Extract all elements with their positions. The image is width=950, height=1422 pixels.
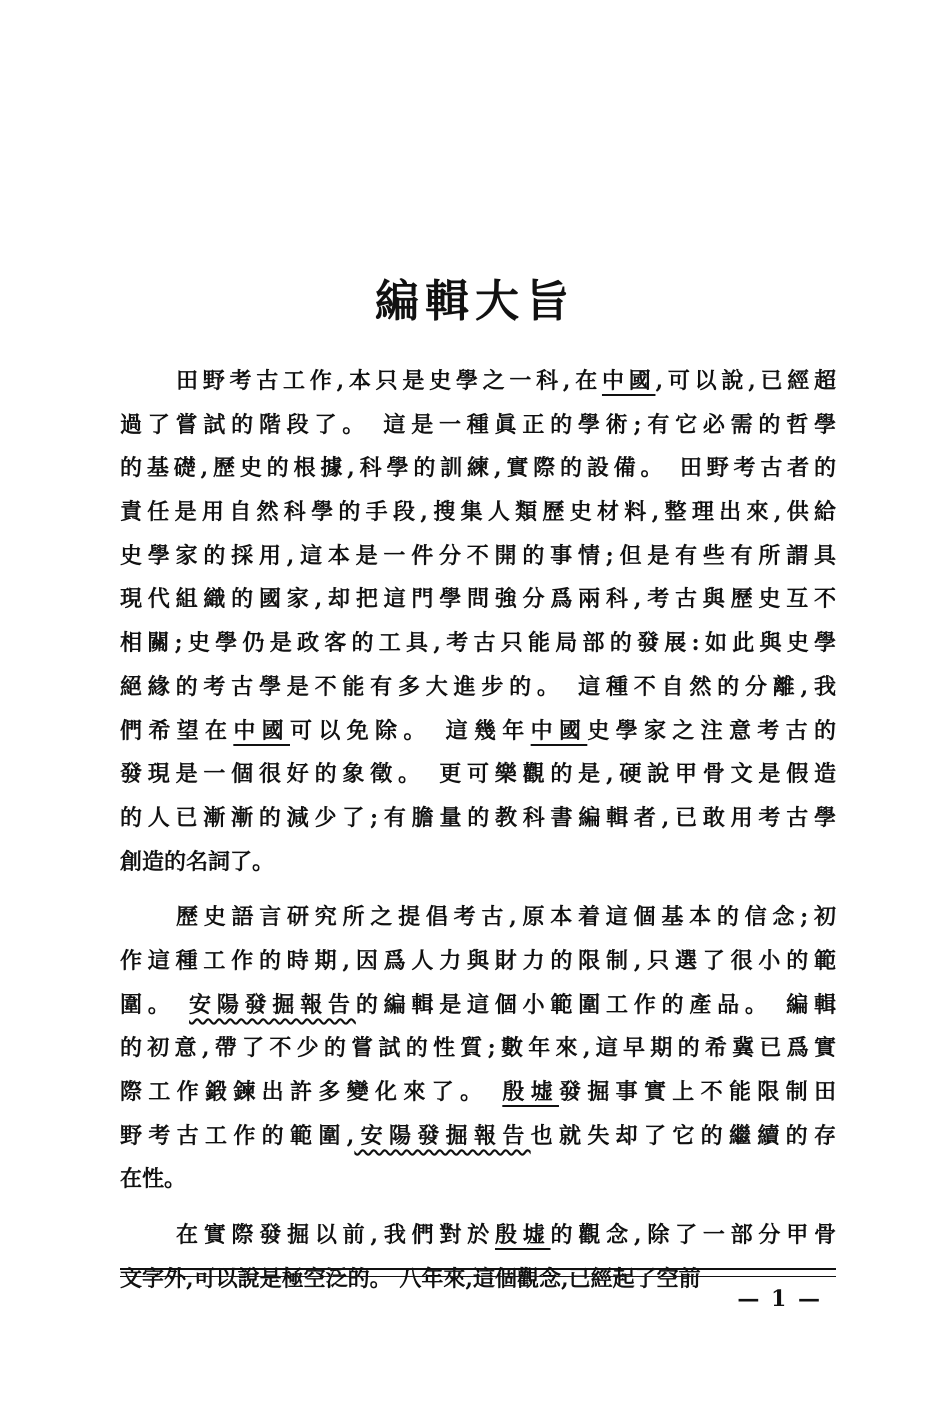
- footer-rule-thin: [120, 1276, 836, 1277]
- text-segment: 責任是用自然科學的手段,搜集人類歷史材料,整理出來,供給: [120, 499, 836, 526]
- text-segment: 的人已漸漸的減少了;有膽量的教科書編輯者,已敢用考古學: [120, 804, 836, 831]
- text-segment: 的基礎,歷史的根據,科學的訓練,實際的設備。 田野考古者的: [120, 455, 836, 482]
- text-line: [120, 447, 836, 491]
- text-line: [120, 710, 836, 754]
- text-line: [120, 940, 836, 984]
- text-segment: 過了嘗試的階段了。 這是一種眞正的學術;有它必需的哲學: [120, 411, 836, 438]
- text-line: [120, 984, 836, 1028]
- text-segment: 創造的名詞了。: [120, 848, 275, 875]
- text-segment: 的觀念,除了一部分甲骨: [550, 1222, 836, 1249]
- paragraph: [120, 360, 836, 884]
- text-segment: 野考古工作的範圍,: [120, 1122, 355, 1149]
- proper-name-underlined: 殷墟: [502, 1079, 559, 1105]
- text-segment: ,可以說,已經超: [655, 368, 836, 394]
- text-segment: 相關;史學仍是政客的工具,考古只能局部的發展:如此與史學: [120, 630, 836, 657]
- text-line: [120, 896, 836, 940]
- text-line: [120, 1158, 836, 1202]
- text-line: [120, 1214, 836, 1258]
- text-line: [120, 491, 836, 535]
- text-segment: 的初意,帶了不少的嘗試的性質;數年來,這早期的希冀已爲實: [120, 1035, 836, 1062]
- text-segment: 發現是一個很好的象徵。 更可樂觀的是,硬說甲骨文是假造: [120, 761, 836, 788]
- proper-name-underlined: 中國: [601, 368, 656, 394]
- text-line: [120, 1027, 836, 1071]
- proper-name-underlined: 殷墟: [494, 1222, 551, 1249]
- paragraph: [120, 1214, 836, 1301]
- text-segment: 的編輯是這個小範圍工作的產品。 編輯: [355, 991, 836, 1018]
- text-segment: 歷史語言研究所之提倡考古,原本着這個基本的信念;初: [176, 904, 836, 931]
- text-line: [120, 622, 836, 666]
- text-segment: 現代組織的國家,却把這門學問強分爲兩科,考古與歷史互不: [120, 586, 836, 613]
- text-line: [120, 797, 836, 841]
- text-line: [120, 535, 836, 579]
- book-title-wavy-underlined: 安陽發掘報告: [189, 991, 356, 1018]
- text-segment: 發掘事實上不能限制田: [558, 1079, 836, 1105]
- footer-rule: [120, 1268, 836, 1270]
- page-title: 編輯大旨: [375, 276, 575, 327]
- proper-name-underlined: 中國: [530, 717, 588, 744]
- text-segment: 文字外,可以說是極空泛的。 八年來,這個觀念,已經起了空前: [120, 1265, 701, 1292]
- text-segment: 圍。: [120, 991, 190, 1018]
- text-segment: 田野考古工作,本只是史學之一科,在: [176, 368, 602, 394]
- text-segment: 絕緣的考古學是不能有多大進步的。 這種不自然的分離,我: [120, 673, 836, 700]
- text-segment: 們希望在: [120, 717, 234, 744]
- paragraph: [120, 896, 836, 1202]
- proper-name-underlined: 中國: [233, 717, 290, 744]
- book-title-wavy-underlined: 安陽發掘報告: [354, 1122, 531, 1149]
- text-segment: 在實際發掘以前,我們對於: [176, 1222, 495, 1249]
- text-line: [120, 578, 836, 622]
- text-line: [120, 841, 836, 885]
- text-segment: 也就失却了它的繼續的存: [530, 1122, 836, 1149]
- text-line: [120, 666, 836, 710]
- text-line: [120, 753, 836, 797]
- page-number: — 1 —: [737, 1286, 822, 1312]
- text-line: [120, 360, 836, 404]
- text-segment: 際工作鍛鍊出許多變化來了。: [120, 1079, 503, 1105]
- text-line: [120, 1071, 836, 1115]
- text-line: [120, 1258, 836, 1302]
- text-line: [120, 404, 836, 448]
- text-segment: 史學家的採用,這本是一件分不開的事情;但是有些有所謂具: [120, 542, 836, 569]
- text-segment: 可以免除。 這幾年: [290, 717, 531, 744]
- text-segment: 在性。: [120, 1166, 187, 1193]
- text-line: [120, 1115, 836, 1159]
- text-segment: 作這種工作的時期,因爲人力與財力的限制,只選了很小的範: [120, 947, 836, 974]
- body-text: [120, 360, 836, 1313]
- text-segment: 史學家之注意考古的: [587, 717, 836, 744]
